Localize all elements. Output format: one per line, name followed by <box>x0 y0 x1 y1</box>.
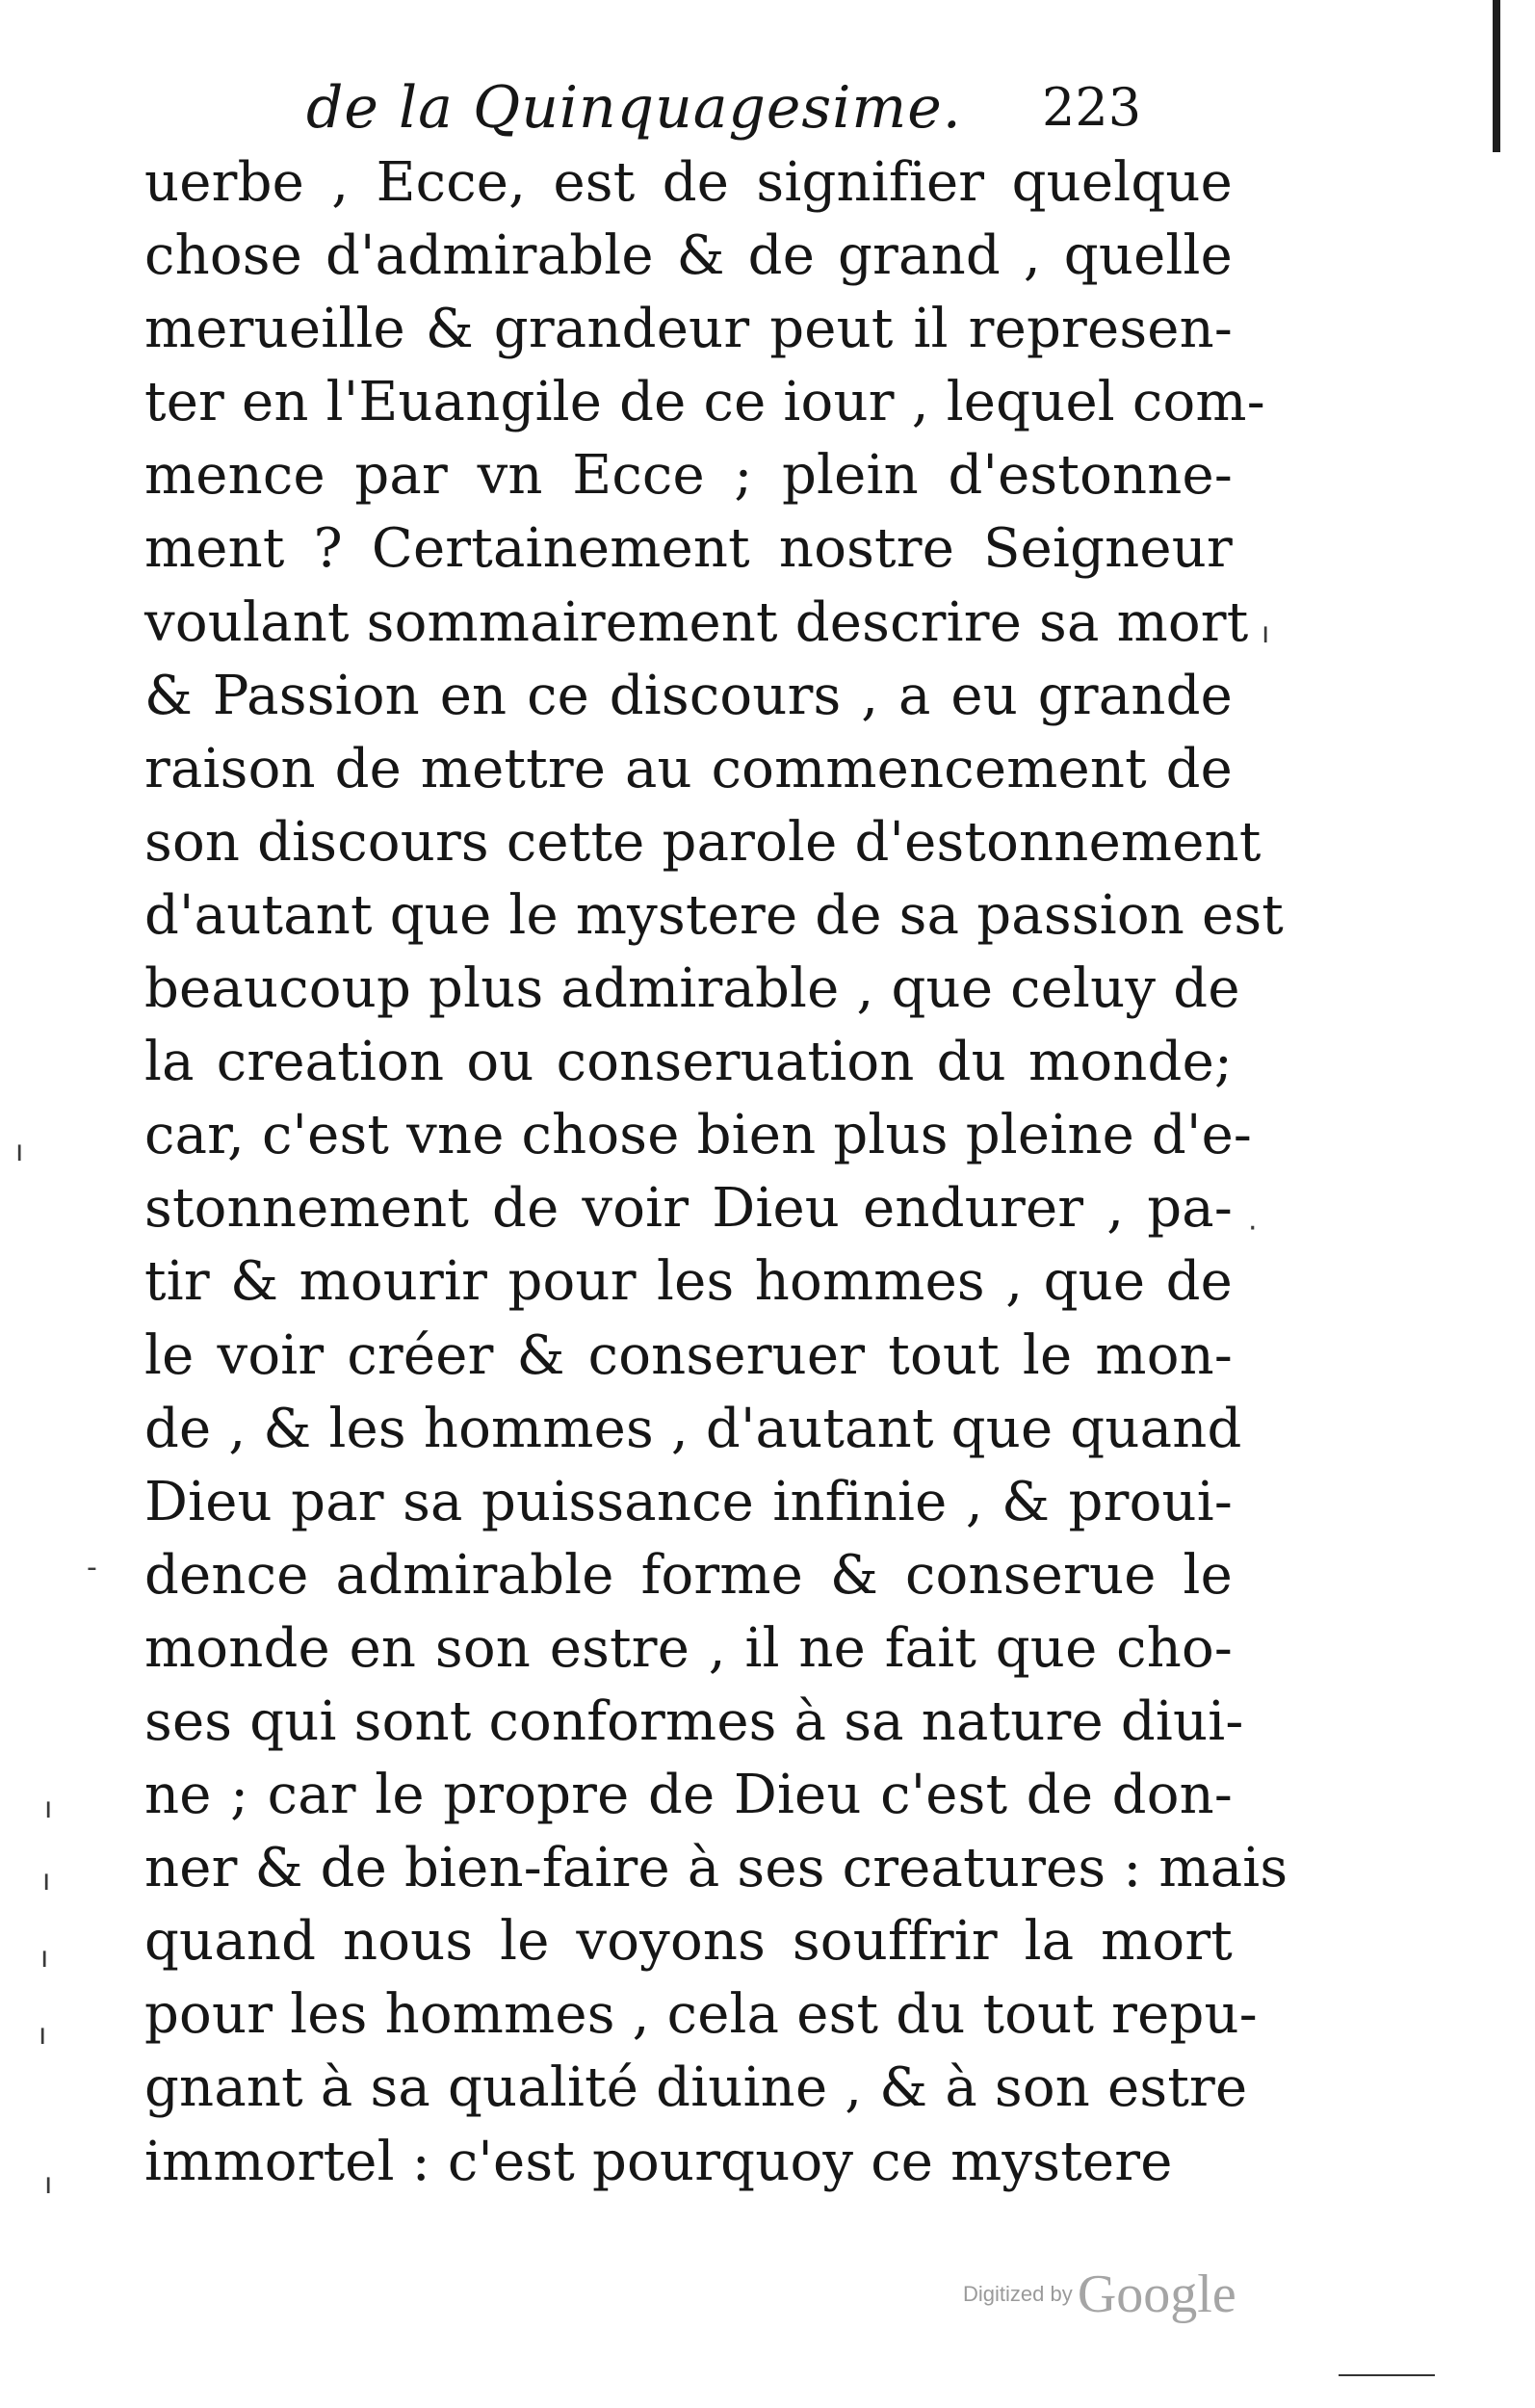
text-line: de , & les hommes , d'autant que quand <box>144 1397 1242 1460</box>
text-line: gnant à sa qualité diuine , & à son estre <box>144 2056 1248 2120</box>
text-line: pour les hommes , cela est du tout repu- <box>144 1983 1258 2047</box>
margin-speck: ı <box>44 1792 53 1825</box>
google-logo: Google <box>1077 2264 1236 2324</box>
text-line: beaucoup plus admirable , que celuy de <box>144 957 1240 1021</box>
margin-speck: ı <box>40 1941 49 1975</box>
text-line: d'autant que le mystere de sa passion est <box>144 883 1284 947</box>
page-number: 223 <box>1042 77 1142 138</box>
text-line: la creation ou conseruation du monde; <box>144 1031 1233 1094</box>
margin-speck: ı <box>39 2018 47 2052</box>
bottom-rule <box>1339 2374 1435 2376</box>
text-line: uerbe , Ecce, est de signifier quelque <box>144 151 1233 214</box>
text-line: chose d'admirable & de grand , quelle <box>144 224 1233 288</box>
text-line: ne ; car le propre de Dieu c'est de don- <box>144 1764 1233 1827</box>
text-line: voulant sommairement descrire sa mort <box>144 590 1249 654</box>
margin-speck: ı <box>44 2167 53 2201</box>
margin-speck: - <box>87 1551 97 1584</box>
margin-speck: ı <box>1262 616 1270 650</box>
text-line: son discours cette parole d'estonnement <box>144 810 1262 874</box>
body-text <box>144 146 1288 2199</box>
text-line: mence par vn Ecce ; plein d'estonne- <box>144 444 1233 508</box>
digitized-by-watermark <box>963 2264 1290 2331</box>
text-line: dence admirable forme & conserue le <box>144 1543 1233 1607</box>
text-line: ses qui sont conformes à sa nature diui- <box>144 1689 1244 1753</box>
text-line: monde en son estre , il ne fait que cho- <box>144 1616 1233 1680</box>
running-head <box>0 60 1535 156</box>
text-line: quand nous le voyons souffrir la mort <box>144 1910 1233 1974</box>
text-line: ner & de bien-faire à ses creatures : mais <box>144 1837 1288 1900</box>
text-line: le voir créer & conseruer tout le mon- <box>144 1323 1233 1387</box>
text-line: raison de mettre au commencement de <box>144 737 1233 800</box>
text-line: tir & mourir pour les hommes , que de <box>144 1250 1233 1314</box>
text-line: car, c'est vne chose bien plus pleine d'e- <box>144 1104 1253 1167</box>
text-line: & Passion en ce discours , a eu grande <box>144 664 1233 727</box>
text-line: Dieu par sa puissance infinie , & proui- <box>144 1470 1233 1533</box>
text-line: immortel : c'est pourquoy ce mystere <box>144 2130 1173 2193</box>
text-line: ter en l'Euangile de ce iour , lequel com- <box>144 371 1265 434</box>
text-line: stonnement de voir Dieu endurer , pa- <box>144 1177 1233 1241</box>
watermark-prefix: Digitized by <box>963 2282 1073 2306</box>
margin-speck: ı <box>15 1135 24 1168</box>
text-line: ment ? Certainement nostre Seigneur <box>144 517 1233 581</box>
running-title: de la Quinquagesime. <box>306 74 962 142</box>
margin-speck: · <box>1248 1212 1258 1245</box>
text-line: merueille & grandeur peut il represen- <box>144 298 1233 361</box>
margin-speck: ı <box>42 1864 51 1898</box>
